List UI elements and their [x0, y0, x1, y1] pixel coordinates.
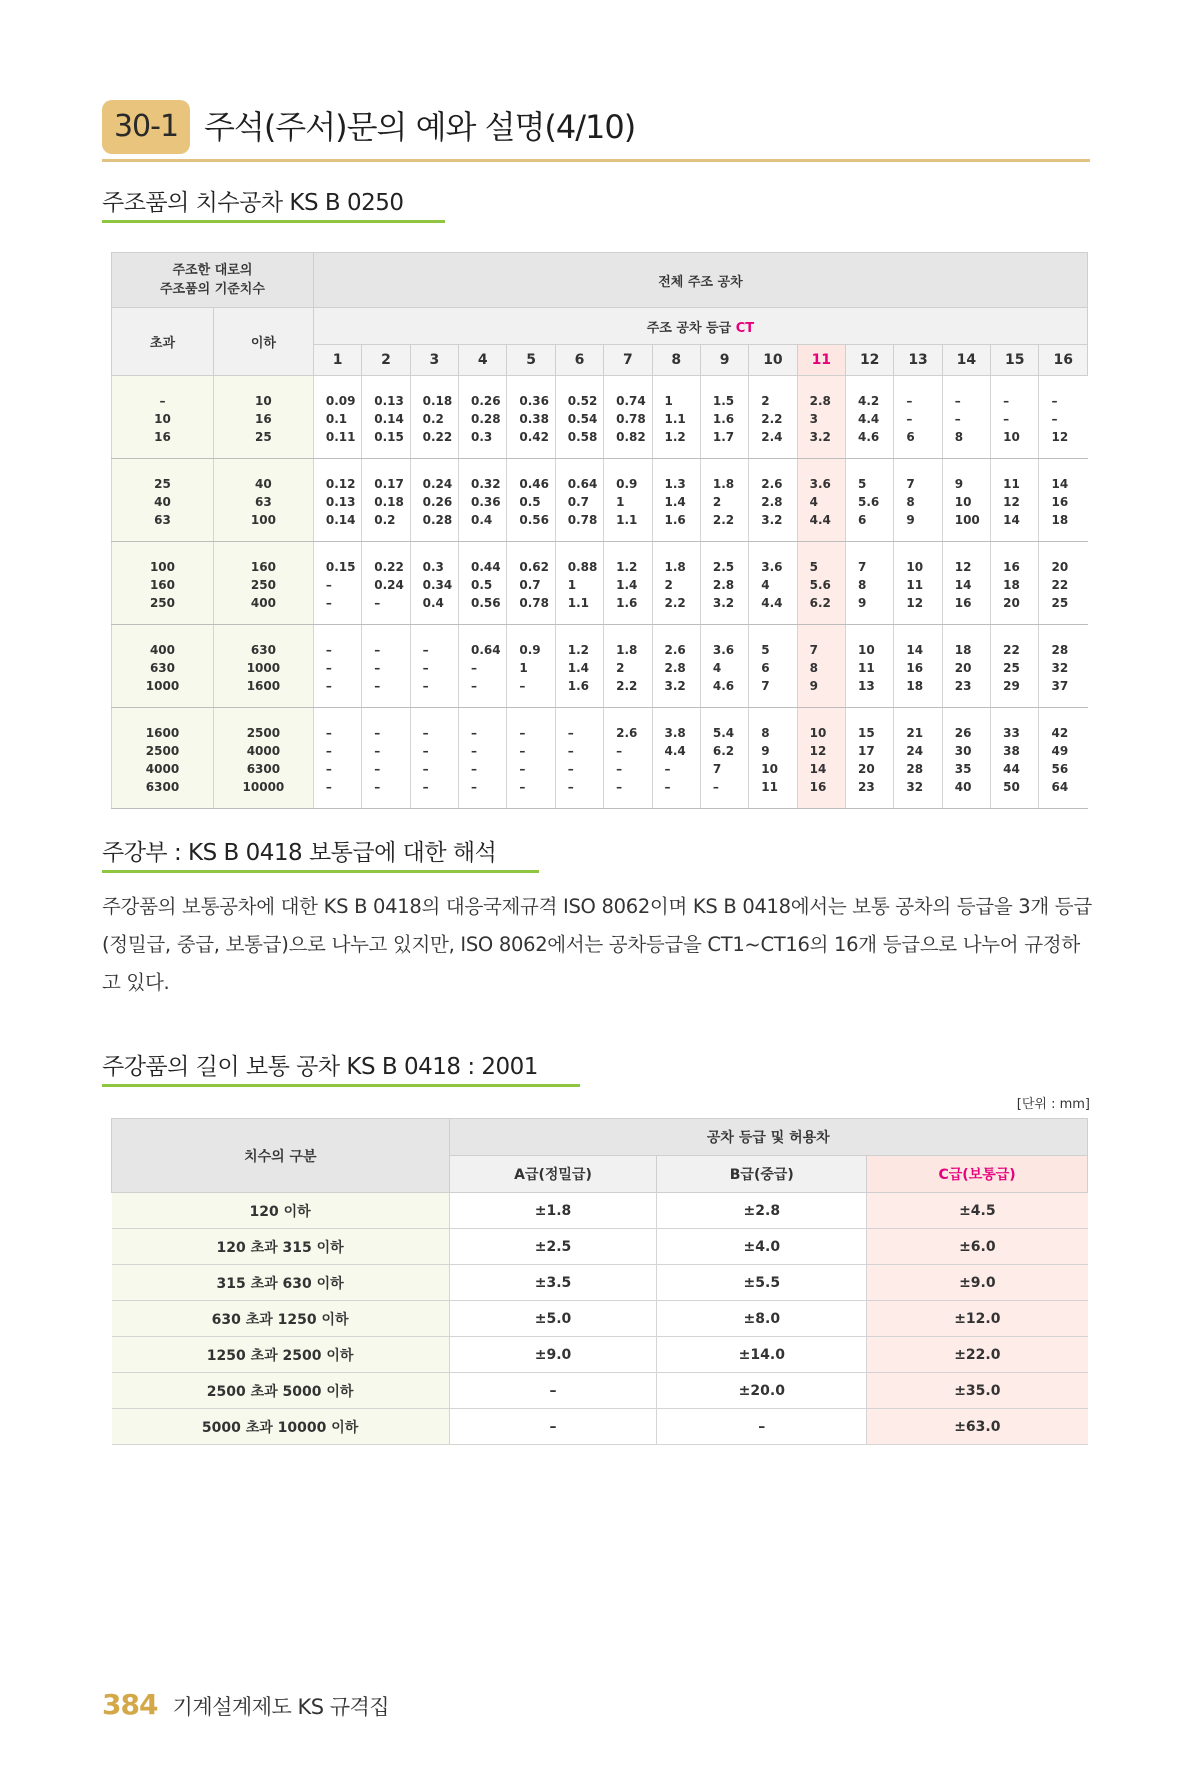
tolerance-cell: ±9.0 — [449, 1337, 657, 1373]
tolerance-cell: 0.64 0.7 0.78 — [555, 459, 603, 542]
tolerance-cell: 0.9 1 – — [507, 625, 555, 708]
page-number: 384 — [102, 1688, 158, 1721]
grade-header: 11 — [797, 345, 845, 376]
table-row — [112, 1229, 1088, 1265]
tolerance-cell: 10 11 13 — [846, 625, 894, 708]
dimension-cell: 100 160 250 — [112, 542, 214, 625]
tolerance-cell: 3.6 4 4.6 — [700, 625, 748, 708]
dimension-cell: – 10 16 — [112, 376, 214, 459]
tolerance-cell: 1.8 2 2.2 — [604, 625, 652, 708]
dimension-cell: 630 1000 1600 — [213, 625, 313, 708]
grade-header: 3 — [410, 345, 458, 376]
chapter-header — [102, 100, 1090, 162]
tolerance-cell: 0.88 1 1.1 — [555, 542, 603, 625]
tolerance-cell: ±35.0 — [867, 1373, 1088, 1409]
grade-header: 12 — [846, 345, 894, 376]
header-divider — [102, 159, 1090, 162]
tolerance-cell: 0.26 0.28 0.3 — [459, 376, 507, 459]
tolerance-cell: ±63.0 — [867, 1409, 1088, 1445]
unit-label: [단위 : mm] — [1016, 1097, 1090, 1112]
tolerance-cell: – – – — [313, 625, 361, 708]
tolerance-cell: 20 22 25 — [1039, 542, 1088, 625]
tolerance-cell: 2.8 3 3.2 — [797, 376, 845, 459]
tolerance-cell: 26 30 35 40 — [942, 708, 990, 809]
head-dim: 주조한 대로의 주조품의 기준치수 — [112, 253, 314, 308]
table-row — [112, 1337, 1088, 1373]
dimension-cell: 40 63 100 — [213, 459, 313, 542]
tolerance-cell: 2.6 2.8 3.2 — [749, 459, 797, 542]
tolerance-cell: 42 49 56 64 — [1039, 708, 1088, 809]
length-tolerance-table — [111, 1118, 1088, 1445]
tolerance-cell: 3.6 4 4.4 — [797, 459, 845, 542]
tolerance-cell: 18 20 23 — [942, 625, 990, 708]
tolerance-cell: – – 12 — [1039, 376, 1088, 459]
grade-header: 2 — [362, 345, 410, 376]
tolerance-cell: – — [449, 1409, 657, 1445]
tolerance-cell: 28 32 37 — [1039, 625, 1088, 708]
tolerance-cell: 1 1.1 1.2 — [652, 376, 700, 459]
tolerance-cell: 0.62 0.7 0.78 — [507, 542, 555, 625]
tolerance-cell: – – – – — [555, 708, 603, 809]
tolerance-cell: 0.09 0.1 0.11 — [313, 376, 361, 459]
tolerance-cell: 12 14 16 — [942, 542, 990, 625]
tolerance-cell: 0.17 0.18 0.2 — [362, 459, 410, 542]
table-row — [112, 542, 1088, 625]
dimension-cell: 1250 초과 2500 이하 — [112, 1337, 450, 1373]
tolerance-cell: 10 11 12 — [894, 542, 942, 625]
tolerance-cell: 1.8 2 2.2 — [700, 459, 748, 542]
tolerance-cell: – – – – — [410, 708, 458, 809]
head-total: 전체 주조 공차 — [313, 253, 1087, 308]
dimension-cell: 10 16 25 — [213, 376, 313, 459]
dimension-cell: 630 초과 1250 이하 — [112, 1301, 450, 1337]
table-row — [112, 708, 1088, 809]
table-row — [112, 625, 1088, 708]
dimension-cell: 400 630 1000 — [112, 625, 214, 708]
tolerance-cell: 0.46 0.5 0.56 — [507, 459, 555, 542]
grade-header: 6 — [555, 345, 603, 376]
section-title-interpretation: 주강부 : KS B 0418 보통급에 대한 해석 — [102, 840, 497, 866]
tolerance-cell: 2.5 2.8 3.2 — [700, 542, 748, 625]
tolerance-cell: – – – — [362, 625, 410, 708]
tolerance-cell: ±2.5 — [449, 1229, 657, 1265]
tolerance-cell: 5.4 6.2 7 – — [700, 708, 748, 809]
table-row — [112, 1301, 1088, 1337]
tolerance-cell: – – – – — [507, 708, 555, 809]
tolerance-cell: – – – – — [313, 708, 361, 809]
tolerance-cell: 7 8 9 — [894, 459, 942, 542]
tolerance-cell: 0.24 0.26 0.28 — [410, 459, 458, 542]
tolerance-cell: 7 8 9 — [846, 542, 894, 625]
grade-header: 5 — [507, 345, 555, 376]
table-row — [112, 1265, 1088, 1301]
grade-header: 9 — [700, 345, 748, 376]
table-row — [112, 459, 1088, 542]
tolerance-cell: ±2.8 — [657, 1193, 867, 1229]
dimension-cell: 2500 4000 6300 10000 — [213, 708, 313, 809]
tolerance-cell: 2.6 – – – — [604, 708, 652, 809]
grade-header: 4 — [459, 345, 507, 376]
tolerance-cell: – – – — [410, 625, 458, 708]
tolerance-cell: 5 6 7 — [749, 625, 797, 708]
grade-header: 15 — [991, 345, 1039, 376]
dimension-cell: 5000 초과 10000 이하 — [112, 1409, 450, 1445]
tolerance-cell: 21 24 28 32 — [894, 708, 942, 809]
section-underline — [102, 870, 539, 873]
tolerance-cell: ±20.0 — [657, 1373, 867, 1409]
tolerance-cell: – – 6 — [894, 376, 942, 459]
tolerance-cell: 10 12 14 16 — [797, 708, 845, 809]
grade-header: 13 — [894, 345, 942, 376]
tolerance-cell: 8 9 10 11 — [749, 708, 797, 809]
tolerance-cell: 22 25 29 — [991, 625, 1039, 708]
tolerance-cell: 16 18 20 — [991, 542, 1039, 625]
dimension-cell: 160 250 400 — [213, 542, 313, 625]
chapter-number: 30-1 — [102, 100, 190, 154]
grade-header: 7 — [604, 345, 652, 376]
book-title: 기계설계제도 KS 규격집 — [172, 1695, 390, 1719]
dimension-cell: 120 초과 315 이하 — [112, 1229, 450, 1265]
grade-header: 8 — [652, 345, 700, 376]
tolerance-cell: ±8.0 — [657, 1301, 867, 1337]
tolerance-cell: ±14.0 — [657, 1337, 867, 1373]
head-grade-ct: CT — [735, 320, 755, 336]
tolerance-cell: – – – – — [459, 708, 507, 809]
tolerance-cell: – – 10 — [991, 376, 1039, 459]
tolerance-cell: 9 10 100 — [942, 459, 990, 542]
tolerance-cell: 14 16 18 — [894, 625, 942, 708]
head-group: 공차 등급 및 허용차 — [449, 1119, 1087, 1156]
tolerance-cell: ±22.0 — [867, 1337, 1088, 1373]
tolerance-cell: 0.3 0.34 0.4 — [410, 542, 458, 625]
dimension-cell: 2500 초과 5000 이하 — [112, 1373, 450, 1409]
page-title: 주석(주서)문의 예와 설명(4/10) — [204, 108, 636, 146]
dimension-cell: 120 이하 — [112, 1193, 450, 1229]
head-a: A급(정밀급) — [449, 1156, 657, 1193]
casting-tolerance-table — [111, 252, 1088, 809]
tolerance-cell: 1.8 2 2.2 — [652, 542, 700, 625]
tolerance-cell: 0.13 0.14 0.15 — [362, 376, 410, 459]
tolerance-cell: ±5.5 — [657, 1265, 867, 1301]
page-footer — [102, 1688, 389, 1721]
interpretation-paragraph: 주강품의 보통공차에 대한 KS B 0418의 대응국제규격 ISO 8062이며 KS B 0418에서는 보통 공차의 등급을 3개 등급(정밀급, 중급, 보통급)으로 나누고 있지만, ISO 8062에서는 공차등급을 CT1~CT16의 16개 등급으로 나누어 규정하고 있다. — [102, 895, 1092, 994]
head-c: C급(보통급) — [867, 1156, 1088, 1193]
tolerance-cell: 0.15 – – — [313, 542, 361, 625]
head-under: 이하 — [213, 308, 313, 376]
section-title-length-tolerance: 주강품의 길이 보통 공차 KS B 0418 : 2001 — [102, 1054, 538, 1080]
tolerance-cell: 2.6 2.8 3.2 — [652, 625, 700, 708]
section-underline — [102, 220, 445, 223]
section-underline — [102, 1084, 580, 1087]
grade-header: 1 — [313, 345, 361, 376]
section-title-casting-tolerance: 주조품의 치수공차 KS B 0250 — [102, 190, 404, 216]
tolerance-cell: 7 8 9 — [797, 625, 845, 708]
tolerance-cell: 0.12 0.13 0.14 — [313, 459, 361, 542]
tolerance-cell: 1.2 1.4 1.6 — [555, 625, 603, 708]
tolerance-cell: 0.52 0.54 0.58 — [555, 376, 603, 459]
tolerance-cell: ±1.8 — [449, 1193, 657, 1229]
table-row — [112, 1409, 1088, 1445]
tolerance-cell: ±12.0 — [867, 1301, 1088, 1337]
tolerance-cell: 14 16 18 — [1039, 459, 1088, 542]
tolerance-cell: 2 2.2 2.4 — [749, 376, 797, 459]
table-row — [112, 376, 1088, 459]
grade-header: 16 — [1039, 345, 1088, 376]
grade-header: 14 — [942, 345, 990, 376]
tolerance-cell: 0.44 0.5 0.56 — [459, 542, 507, 625]
tolerance-cell: 33 38 44 50 — [991, 708, 1039, 809]
tolerance-cell: – – 8 — [942, 376, 990, 459]
tolerance-cell: 0.18 0.2 0.22 — [410, 376, 458, 459]
tolerance-cell: 1.3 1.4 1.6 — [652, 459, 700, 542]
tolerance-cell: ±6.0 — [867, 1229, 1088, 1265]
tolerance-cell: ±4.5 — [867, 1193, 1088, 1229]
tolerance-cell: ±5.0 — [449, 1301, 657, 1337]
head-dim: 치수의 구분 — [112, 1119, 450, 1193]
tolerance-cell: 11 12 14 — [991, 459, 1039, 542]
table-row — [112, 1193, 1088, 1229]
tolerance-cell: 5 5.6 6 — [846, 459, 894, 542]
tolerance-cell: 0.32 0.36 0.4 — [459, 459, 507, 542]
tolerance-cell: 0.74 0.78 0.82 — [604, 376, 652, 459]
tolerance-cell: – – – – — [362, 708, 410, 809]
dimension-cell: 1600 2500 4000 6300 — [112, 708, 214, 809]
tolerance-cell: 0.36 0.38 0.42 — [507, 376, 555, 459]
tolerance-cell: 5 5.6 6.2 — [797, 542, 845, 625]
tolerance-cell: ±4.0 — [657, 1229, 867, 1265]
tolerance-cell: – — [449, 1373, 657, 1409]
dimension-cell: 315 초과 630 이하 — [112, 1265, 450, 1301]
tolerance-cell: ±3.5 — [449, 1265, 657, 1301]
table-row — [112, 1373, 1088, 1409]
grade-header: 10 — [749, 345, 797, 376]
tolerance-cell: 3.6 4 4.4 — [749, 542, 797, 625]
head-grade — [313, 308, 1087, 345]
tolerance-cell: 0.9 1 1.1 — [604, 459, 652, 542]
tolerance-cell: 0.64 – – — [459, 625, 507, 708]
tolerance-cell: 1.2 1.4 1.6 — [604, 542, 652, 625]
tolerance-cell: ±9.0 — [867, 1265, 1088, 1301]
tolerance-cell: 1.5 1.6 1.7 — [700, 376, 748, 459]
tolerance-cell: 15 17 20 23 — [846, 708, 894, 809]
dimension-cell: 25 40 63 — [112, 459, 214, 542]
head-over: 초과 — [112, 308, 214, 376]
tolerance-cell: 4.2 4.4 4.6 — [846, 376, 894, 459]
head-b: B급(중급) — [657, 1156, 867, 1193]
head-grade-label: 주조 공차 등급 — [646, 320, 732, 336]
tolerance-cell: 3.8 4.4 – – — [652, 708, 700, 809]
tolerance-cell: – — [657, 1409, 867, 1445]
tolerance-cell: 0.22 0.24 – — [362, 542, 410, 625]
